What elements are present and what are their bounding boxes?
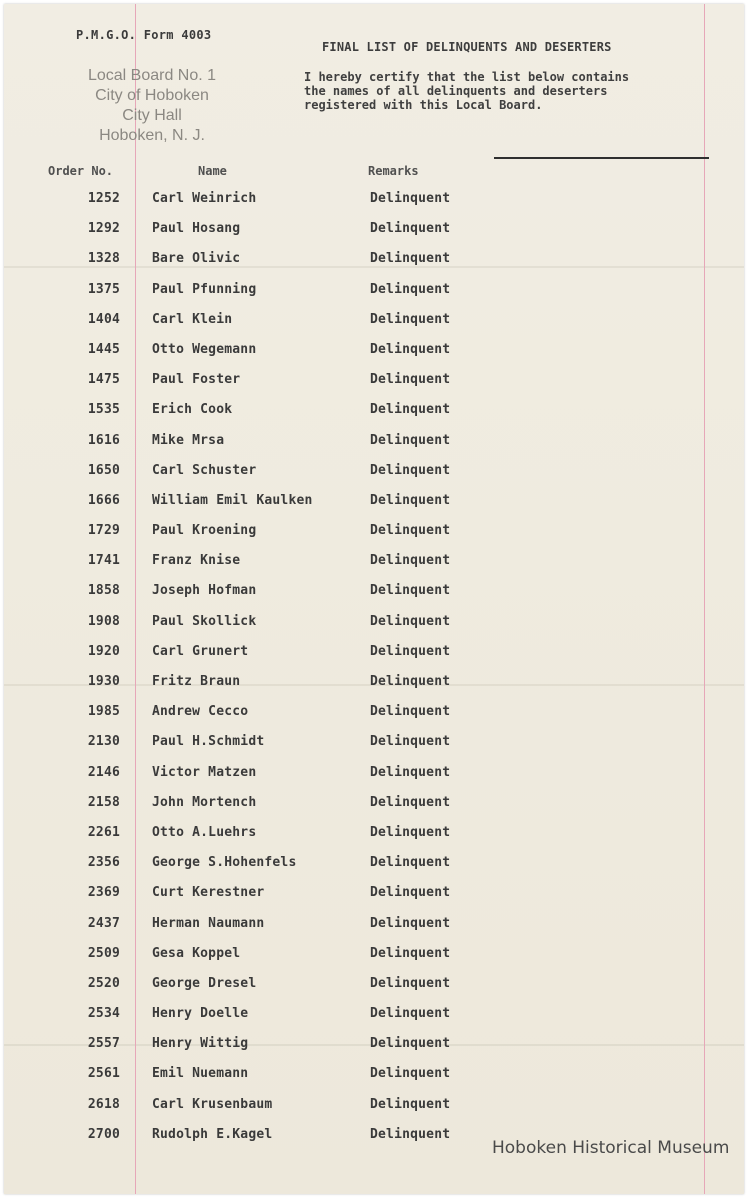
list-row: [4, 433, 744, 463]
list-row: [4, 976, 744, 1006]
list-row: [4, 463, 744, 493]
remark-status: Delinquent: [370, 885, 451, 901]
list-row: [4, 946, 744, 976]
remark-status: Delinquent: [370, 281, 451, 297]
remark-status: Delinquent: [370, 794, 451, 810]
column-header-remarks: Remarks: [368, 164, 419, 178]
remark-status: Delinquent: [370, 734, 451, 750]
order-number: 1616: [87, 432, 120, 448]
registrant-name: Carl Weinrich: [152, 191, 257, 206]
certification-line-3: registered with this Local Board.: [304, 98, 543, 112]
registrant-name: Franz Knise: [152, 553, 241, 569]
order-number: 2261: [87, 824, 120, 840]
order-number: 1920: [87, 643, 120, 659]
order-number: 2520: [87, 975, 120, 991]
list-row: [4, 402, 744, 432]
remark-status: Delinquent: [370, 311, 451, 327]
remark-status: Delinquent: [370, 341, 451, 357]
remark-status: Delinquent: [370, 975, 451, 991]
order-number: 1328: [87, 251, 120, 267]
certification-line-2: the names of all delinquents and deserters: [304, 84, 608, 98]
list-row: [4, 704, 744, 734]
local-board-stamp: [62, 66, 242, 146]
order-number: 1666: [87, 492, 120, 508]
board-line-2: City of Hoboken: [95, 87, 209, 104]
list-row: [4, 372, 744, 402]
order-number: 1292: [87, 221, 120, 237]
registrant-name: William Emil Kaulken: [152, 492, 313, 508]
remark-status: Delinquent: [370, 643, 451, 659]
order-number: 2700: [87, 1126, 120, 1142]
order-number: 1445: [87, 341, 120, 357]
order-number: 2561: [87, 1066, 120, 1082]
remark-status: Delinquent: [370, 674, 451, 689]
list-row: [4, 825, 744, 855]
remark-status: Delinquent: [370, 1066, 451, 1082]
order-number: 1650: [87, 462, 120, 478]
order-number: 1729: [87, 523, 120, 539]
order-number: 1375: [87, 281, 120, 297]
registrant-name: Paul H.Schmidt: [152, 734, 265, 750]
remark-status: Delinquent: [370, 432, 451, 448]
list-row: [4, 221, 744, 251]
museum-watermark: Hoboken Historical Museum: [492, 1138, 730, 1158]
list-row: [4, 674, 744, 704]
registrant-name: Henry Doelle: [152, 1006, 249, 1022]
order-number: 1930: [87, 674, 120, 689]
registrant-name: Joseph Hofman: [152, 583, 257, 599]
remark-status: Delinquent: [370, 462, 451, 478]
registrant-name: Gesa Koppel: [152, 945, 241, 961]
registrant-name: Emil Nuemann: [152, 1066, 249, 1082]
remark-status: Delinquent: [370, 191, 451, 206]
list-row: [4, 523, 744, 553]
order-number: 1404: [87, 311, 120, 327]
registrant-name: Otto A.Luehrs: [152, 824, 257, 840]
registrant-name: Herman Naumann: [152, 915, 265, 931]
certification-text: [304, 70, 724, 112]
order-number: 2158: [87, 794, 120, 810]
registrant-name: Paul Foster: [152, 372, 241, 388]
form-number: P.M.G.O. Form 4003: [76, 28, 212, 42]
registrant-name: Paul Kroening: [152, 523, 257, 539]
order-number: 1475: [87, 372, 120, 388]
remark-status: Delinquent: [370, 704, 451, 720]
board-line-4: Hoboken, N. J.: [99, 127, 205, 144]
order-number: 2356: [87, 855, 120, 871]
registrant-name: John Mortench: [152, 794, 257, 810]
remark-status: Delinquent: [370, 764, 451, 780]
list-row: [4, 1097, 744, 1127]
column-header-name: Name: [198, 164, 227, 178]
order-number: 1741: [87, 553, 120, 569]
list-row: [4, 191, 744, 221]
document-page: [4, 4, 744, 1194]
registrant-name: Rudolph E.Kagel: [152, 1126, 273, 1142]
list-row: [4, 282, 744, 312]
remark-status: Delinquent: [370, 492, 451, 508]
order-number: 1908: [87, 613, 120, 629]
remark-status: Delinquent: [370, 1096, 451, 1112]
list-row: [4, 1036, 744, 1066]
registrant-name: Henry Wittig: [152, 1036, 249, 1052]
remark-status: Delinquent: [370, 945, 451, 961]
registrant-name: Paul Hosang: [152, 221, 241, 237]
list-row: [4, 885, 744, 915]
list-row: [4, 312, 744, 342]
list-row: [4, 583, 744, 613]
remark-status: Delinquent: [370, 1006, 451, 1022]
registrant-name: Carl Krusenbaum: [152, 1096, 273, 1112]
order-number: 1858: [87, 583, 120, 599]
list-row: [4, 1006, 744, 1036]
registrant-name: Andrew Cecco: [152, 704, 249, 720]
order-number: 2557: [87, 1036, 120, 1052]
registrant-name: Paul Skollick: [152, 613, 257, 629]
order-number: 2618: [87, 1096, 120, 1112]
order-number: 2437: [87, 915, 120, 931]
list-row: [4, 342, 744, 372]
remark-status: Delinquent: [370, 523, 451, 539]
signature-line: [494, 157, 709, 159]
remark-status: Delinquent: [370, 251, 451, 267]
registrant-name: Mike Mrsa: [152, 432, 225, 448]
remark-status: Delinquent: [370, 583, 451, 599]
order-number: 2369: [87, 885, 120, 901]
registrant-name: Victor Matzen: [152, 764, 257, 780]
order-number: 1252: [87, 191, 120, 206]
remark-status: Delinquent: [370, 824, 451, 840]
board-line-1: Local Board No. 1: [87, 67, 217, 84]
list-row: [4, 855, 744, 885]
list-row: [4, 765, 744, 795]
list-row: [4, 734, 744, 764]
registrant-name: George Dresel: [152, 975, 257, 991]
order-number: 2509: [87, 945, 120, 961]
order-number: 2146: [87, 764, 120, 780]
order-number: 2130: [87, 734, 120, 750]
remark-status: Delinquent: [370, 402, 451, 418]
registrant-name: Carl Klein: [152, 311, 233, 327]
board-line-3: City Hall: [122, 107, 182, 124]
list-row: [4, 1066, 744, 1096]
registrant-name: Fritz Braun: [152, 674, 241, 689]
registrant-name: Curt Kerestner: [152, 885, 265, 901]
remark-status: Delinquent: [370, 1126, 451, 1142]
list-row: [4, 493, 744, 523]
list-row: [4, 553, 744, 583]
remark-status: Delinquent: [370, 613, 451, 629]
order-number: 1535: [87, 402, 120, 418]
order-number: 2534: [87, 1006, 120, 1022]
registrant-name: Erich Cook: [152, 402, 233, 418]
order-number: 1985: [87, 704, 120, 720]
list-row: [4, 644, 744, 674]
remark-status: Delinquent: [370, 221, 451, 237]
list-row: [4, 795, 744, 825]
document-title: FINAL LIST OF DELINQUENTS AND DESERTERS: [322, 40, 612, 54]
remark-status: Delinquent: [370, 553, 451, 569]
remark-status: Delinquent: [370, 855, 451, 871]
delinquent-list: [4, 191, 744, 1157]
registrant-name: Paul Pfunning: [152, 281, 257, 297]
remark-status: Delinquent: [370, 915, 451, 931]
remark-status: Delinquent: [370, 372, 451, 388]
column-header-order: Order No.: [48, 164, 114, 178]
list-row: [4, 251, 744, 281]
registrant-name: George S.Hohenfels: [152, 855, 297, 871]
registrant-name: Carl Schuster: [152, 462, 257, 478]
list-row: [4, 614, 744, 644]
list-row: [4, 916, 744, 946]
registrant-name: Otto Wegemann: [152, 341, 257, 357]
certification-line-1: I hereby certify that the list below contains: [304, 70, 630, 84]
registrant-name: Carl Grunert: [152, 643, 249, 659]
remark-status: Delinquent: [370, 1036, 451, 1052]
registrant-name: Bare Olivic: [152, 251, 241, 267]
